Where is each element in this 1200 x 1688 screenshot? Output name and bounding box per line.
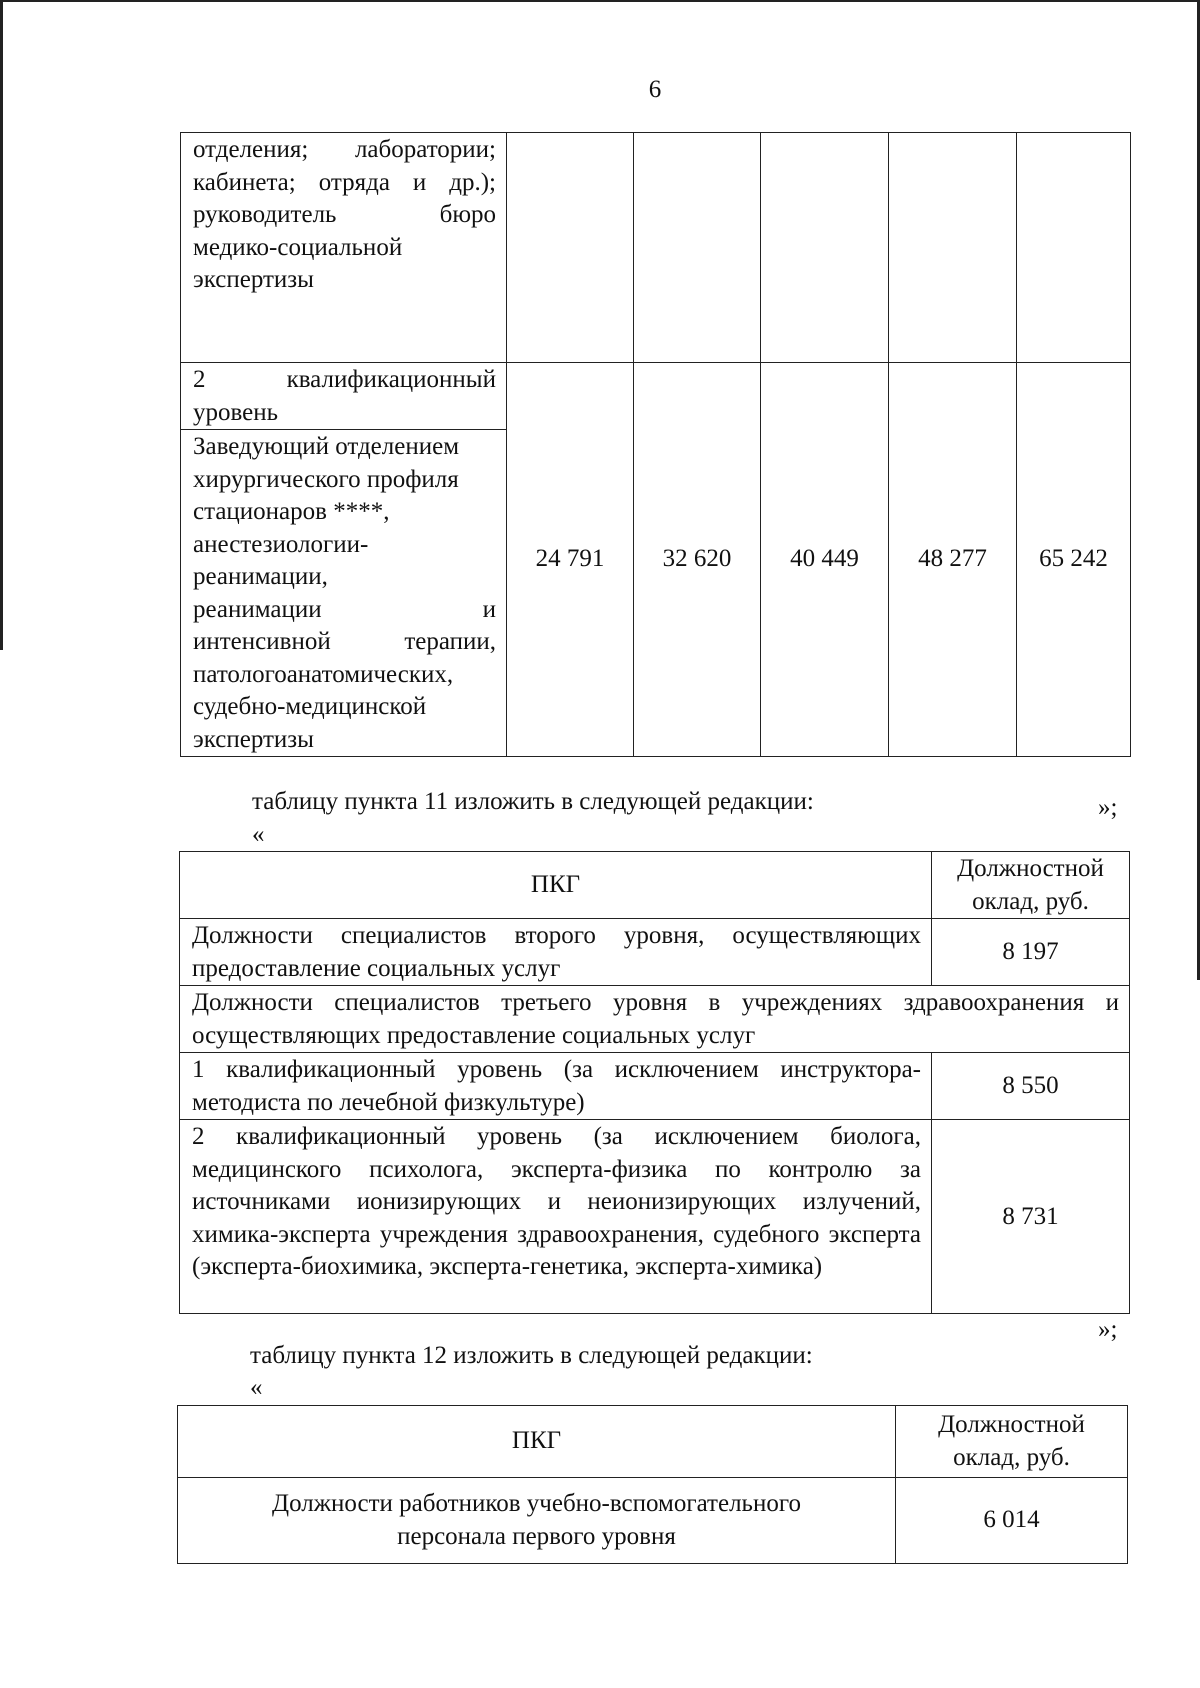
table-row: [180, 1120, 1130, 1314]
position-line: Заведующий отделением: [193, 433, 460, 460]
table-cell-text: 2 квалификационный уровень (за исключением биолога, медицинского психолога, эксперта-физика по контролю за источниками ионизирующих и неионизирующих излучений, химика-эксперта учреждения здравоохранения, судебного эксперта (эксперта-биохимика, эксперта-генетика, эксперта-химика): [180, 1120, 932, 1314]
salary-cell: 40 449: [761, 363, 889, 757]
page-number: 6: [648, 76, 662, 103]
empty-cell: [634, 133, 761, 363]
position-line: реанимации,: [193, 563, 328, 590]
salary-table-continued: [180, 132, 1131, 757]
salary-table-p12: [177, 1405, 1128, 1564]
table-cell-group-heading: Должности специалистов третьего уровня в учреждениях здравоохранения и осуществляющих предоставление социальных услуг: [180, 986, 1130, 1053]
table-cell-salary: 8 550: [932, 1053, 1130, 1120]
continuation-line: экспертизы: [193, 266, 314, 293]
empty-cell: [761, 133, 889, 363]
scan-edge-top: [0, 0, 1200, 2]
intro-paragraph-12: таблицу пункта 12 изложить в следующей редакции:: [250, 1342, 813, 1369]
level-label-cell: [181, 363, 507, 430]
level-label-line: уровень: [193, 398, 279, 426]
salary-table-p11: [179, 851, 1130, 1314]
empty-cell: [507, 133, 634, 363]
table-header-row: [180, 852, 1130, 919]
continuation-line: отделения; лаборатории;: [193, 136, 496, 163]
position-line: судебно-медицинской: [193, 693, 427, 720]
position-cell: [181, 430, 507, 757]
table-cell-text: Должности работников учебно-вспомогательного персонала первого уровня: [178, 1478, 896, 1564]
table-cell-text: 1 квалификационный уровень (за исключением инструктора-методиста по лечебной физкультуре): [180, 1053, 932, 1120]
table-cell-text: Должности специалистов второго уровня, осуществляющих предоставление социальных услуг: [180, 919, 932, 986]
continuation-line: кабинета; отряда и др.);: [193, 168, 496, 196]
table-row: [178, 1478, 1128, 1564]
position-line: реанимации и: [193, 595, 496, 623]
table-cell-salary: 8 197: [932, 919, 1130, 986]
header-pkg: ПКГ: [178, 1406, 896, 1478]
salary-cell: 32 620: [634, 363, 761, 757]
continuation-line: руководитель бюро: [193, 201, 496, 228]
position-line: анестезиологии-: [193, 530, 369, 558]
continuation-cell: [181, 133, 507, 363]
position-line: хирургического профиля: [193, 465, 459, 493]
table-header-row: [178, 1406, 1128, 1478]
empty-cell: [889, 133, 1017, 363]
table-row: [181, 133, 1131, 363]
continuation-line: медико-социальной: [193, 233, 403, 261]
table1-closing-quote: »;: [1098, 794, 1118, 821]
position-line: патологоанатомических,: [193, 660, 454, 688]
table-row: [180, 1053, 1130, 1120]
position-line: экспертизы: [193, 725, 314, 753]
position-line: стационаров ****,: [193, 498, 390, 525]
header-salary: Должностной оклад, руб.: [932, 852, 1130, 919]
header-salary: Должностной оклад, руб.: [896, 1406, 1128, 1478]
table-row: [180, 919, 1130, 986]
salary-cell: 65 242: [1017, 363, 1131, 757]
table-row: [181, 363, 1131, 430]
level-label-line: 2 квалификационный: [193, 366, 496, 393]
salary-cell: 48 277: [889, 363, 1017, 757]
header-pkg: ПКГ: [180, 852, 932, 919]
intro-paragraph-11: таблицу пункта 11 изложить в следующей редакции:: [252, 788, 814, 815]
table-cell-salary: 8 731: [932, 1120, 1130, 1314]
table2-closing-quote: »;: [1098, 1316, 1118, 1343]
table-cell-salary: 6 014: [896, 1478, 1128, 1564]
salary-cell: 24 791: [507, 363, 634, 757]
position-line: интенсивной терапии,: [193, 628, 496, 655]
opening-quote: «: [250, 1374, 263, 1401]
empty-cell: [1017, 133, 1131, 363]
table-row: [180, 986, 1130, 1053]
opening-quote: «: [252, 821, 265, 848]
